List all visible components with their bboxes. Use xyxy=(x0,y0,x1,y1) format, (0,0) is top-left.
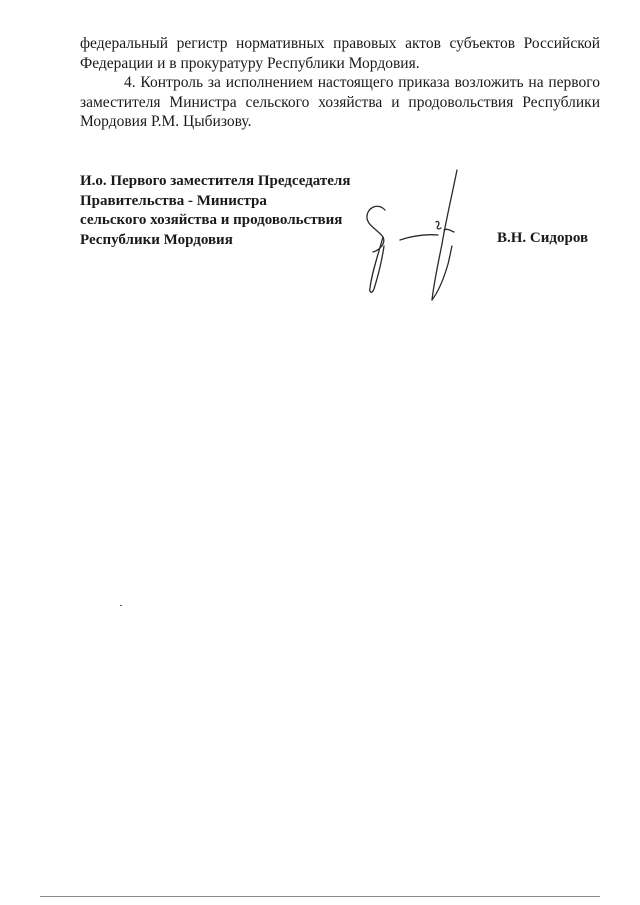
scan-speck xyxy=(120,605,122,606)
position-line: сельского хозяйства и продовольствия xyxy=(80,212,343,228)
footer-divider xyxy=(40,896,600,897)
handwritten-signature xyxy=(352,160,472,310)
position-line: Правительства - Министра xyxy=(80,192,267,209)
document-body xyxy=(80,34,600,132)
signatory-name: В.Н. Сидоров xyxy=(497,230,589,246)
signatory-position xyxy=(80,172,380,250)
paragraph-item-4: 4. Контроль за исполнением настоящего приказа возложить на первого заместителя Министра сельского хозяйства и продовольствия Республики Мордовия Р.М. Цыбизову. xyxy=(80,74,600,130)
paragraph-continuation: федеральный регистр нормативных правовых актов субъектов Российской Федерации и в прокуратуру Республики Мордовия. xyxy=(80,35,600,72)
position-line: Республики Мордовия xyxy=(80,231,233,248)
position-line: И.о. Первого заместителя Председателя xyxy=(80,173,351,189)
